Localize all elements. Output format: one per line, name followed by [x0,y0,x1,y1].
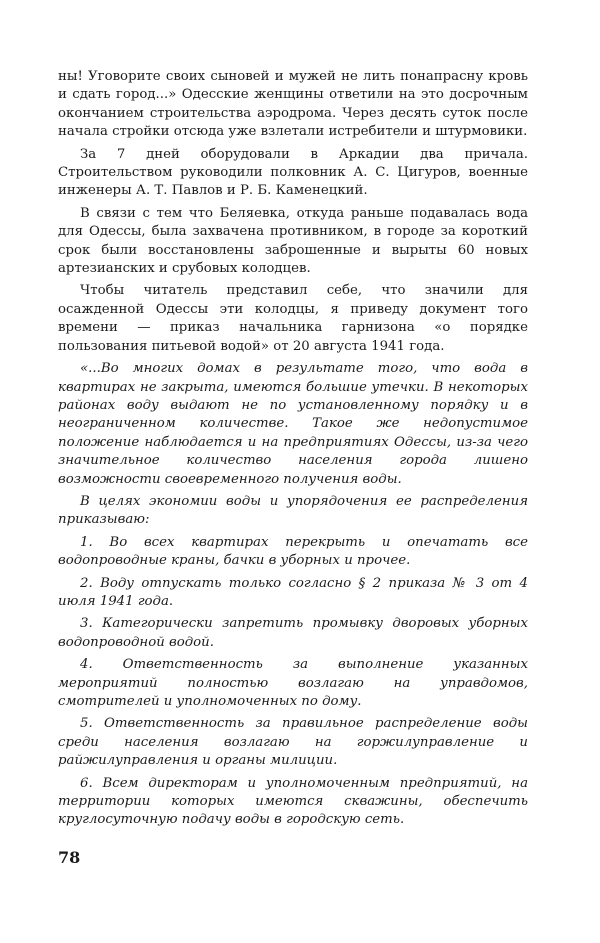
paragraph-continuation: ны! Уговорите своих сыновей и мужей не лить понапрасну кровь и сдать город...» Одесские женщины ответили на это досрочным окончанием строительства аэродрома. Через десять суток после начала стройки отсюда уже взлетали истребители и штурмовики. [58,69,528,140]
paragraph-arcadia-piers: За 7 дней оборудовали в Аркадии два причала. Строительством руководили полковник А. С. Цигуров, военные инженеры А. Т. Павлов и Р. Б. Каменецкий. [58,146,528,199]
order-item-2: 2. Воду отпускать только согласно § 2 приказа № 3 от 4 июля 1941 года. [58,575,528,609]
order-item-5: 5. Ответственность за правильное распределение воды среди населения возлагаю на горжилуправление и райжилуправления и органы милиции. [58,716,528,769]
page-body-text [58,68,528,834]
paragraph-document-intro: Чтобы читатель представил себе, что значили для осажденной Одессы эти колодцы, я приведу документ того времени — приказ начальника гарнизона «о порядке пользования питьевой водой» от 20 августа 1941 года. [58,283,528,354]
order-item-6: 6. Всем директорам и уполномоченным предприятий, на территории которых имеются скважины, обеспечить круглосуточную подачу воды в городскую сеть. [58,775,528,828]
order-directive: В целях экономии воды и упорядочения ее распределения приказываю: [58,493,528,528]
paragraph-wells: В связи с тем что Беляевка, откуда раньше подавалась вода для Одессы, была захвачена противником, в городе за короткий срок были восстановлены заброшенные и вырыты 60 новых артезианских и срубовых колодцев. [58,205,528,277]
order-item-3: 3. Категорически запретить промывку дворовых уборных водопроводной водой. [58,616,528,650]
order-item-1: 1. Во всех квартирах перекрыть и опечатать все водопроводные краны, бачки в уборных и прочее. [58,534,528,569]
page-number: 78 [58,848,81,867]
order-item-4: 4. Ответственность за выполнение указанных мероприятий полностью возлагаю на управдомов, смотрителей и уполномоченных по дому. [58,657,528,709]
order-preamble: «...Во многих домах в результате того, что вода в квартирах не закрыта, имеются большие утечки. В некоторых районах воду выдают не по установленному порядку и в неограниченном количестве. Такое же недопустимое положение наблюдается и на предприятиях Одессы, из-за чего значительное количество населения города лишено возможности своевременного получения воды. [58,361,528,487]
